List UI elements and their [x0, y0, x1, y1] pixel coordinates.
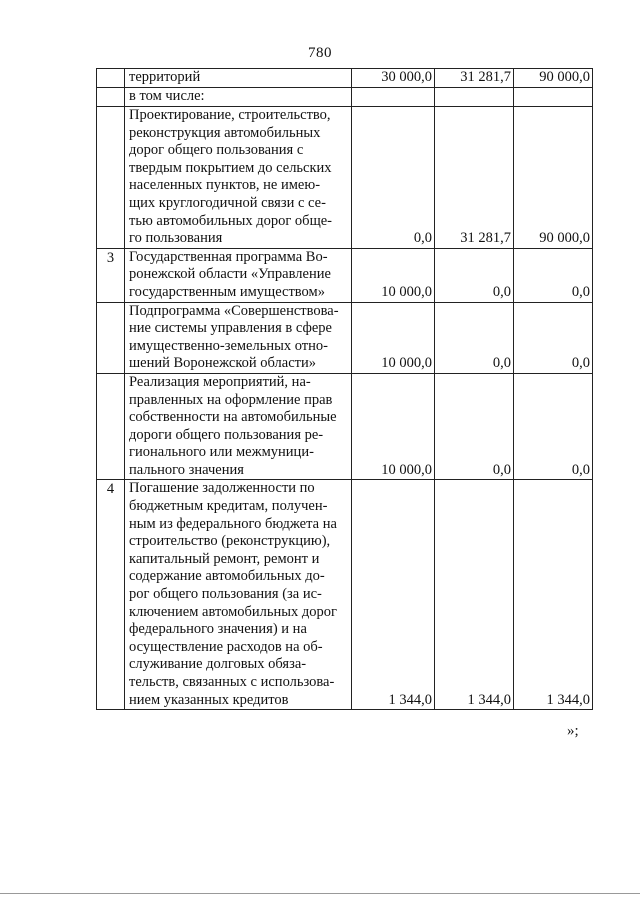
item-name-line: Подпрограмма «Совершенствова-	[129, 302, 339, 319]
item-name-cell	[125, 107, 352, 249]
amount-cell: 30 000,0	[352, 69, 435, 88]
amount-cell: 0,0	[435, 373, 514, 480]
amount-cell: 0,0	[435, 248, 514, 302]
item-name-line: ным из федерального бюджета на	[129, 515, 337, 532]
item-name-line: Реализация мероприятий, на-	[129, 373, 311, 390]
amount-cell: 31 281,7	[435, 69, 514, 88]
item-name-line: дорог общего пользования с	[129, 142, 304, 159]
item-name-line: реконструкция автомобильных	[129, 124, 321, 141]
amount-cell: 10 000,0	[352, 302, 435, 373]
table-row	[97, 248, 593, 302]
item-name-cell	[125, 88, 352, 107]
amount-cell	[352, 88, 435, 107]
item-name-line: тью автомобильных дорог обще-	[129, 212, 332, 229]
row-number-cell	[97, 373, 125, 480]
row-number-cell	[97, 69, 125, 88]
table-row	[97, 107, 593, 249]
item-name-line: дороги общего пользования ре-	[129, 426, 324, 443]
amount-cell: 10 000,0	[352, 373, 435, 480]
amount-cell	[514, 88, 593, 107]
row-number-cell: 3	[97, 248, 125, 302]
amount-cell: 1 344,0	[352, 480, 435, 710]
item-name-line: ние системы управления в сфере	[129, 320, 332, 337]
row-number-cell	[97, 88, 125, 107]
amount-cell: 31 281,7	[435, 107, 514, 249]
table-row	[97, 480, 593, 710]
item-name-line: ключением автомобильных дорог	[129, 603, 337, 620]
item-name-cell	[125, 480, 352, 710]
amount-cell	[435, 88, 514, 107]
item-name-line: тельств, связанных с использова-	[129, 674, 335, 690]
budget-table	[96, 68, 593, 710]
amount-cell: 90 000,0	[514, 107, 593, 249]
page-number: 780	[308, 45, 332, 61]
amount-cell: 0,0	[514, 302, 593, 373]
page-bottom-rule	[0, 893, 640, 894]
table-row	[97, 373, 593, 480]
amount-cell: 1 344,0	[435, 480, 514, 710]
item-name-line: собственности на автомобильные	[129, 409, 337, 426]
amount-cell: 90 000,0	[514, 69, 593, 88]
amount-cell: 0,0	[514, 248, 593, 302]
amount-cell: 0,0	[352, 107, 435, 249]
item-name-line: содержание автомобильных до-	[129, 568, 325, 585]
amount-cell: 1 344,0	[514, 480, 593, 710]
table-row	[97, 302, 593, 373]
closing-quote-mark: »;	[567, 723, 579, 739]
item-name-line: служивание долговых обяза-	[129, 656, 307, 673]
item-name-line: осуществление расходов на об-	[129, 638, 323, 655]
item-name-cell	[125, 69, 352, 88]
item-name-line: Проектирование, строительство,	[129, 107, 331, 123]
item-name-line: государственным имуществом»	[129, 283, 325, 300]
item-name-line: щих круглогодичной связи с се-	[129, 194, 326, 211]
item-name-line: в том числе:	[129, 88, 205, 105]
table-row	[97, 88, 593, 107]
budget-table-body	[97, 69, 593, 710]
amount-cell: 10 000,0	[352, 248, 435, 302]
amount-cell: 0,0	[435, 302, 514, 373]
item-name-line: имущественно-земельных отно-	[129, 337, 328, 354]
item-name-cell	[125, 373, 352, 480]
table-row	[97, 69, 593, 88]
row-number-cell	[97, 302, 125, 373]
item-name-cell	[125, 248, 352, 302]
item-name-line: населенных пунктов, не имею-	[129, 177, 321, 194]
item-name-line: капитальный ремонт, ремонт и	[129, 550, 320, 567]
item-name-line: пального значения	[129, 461, 244, 478]
item-name-line: нием указанных кредитов	[129, 691, 289, 708]
item-name-line: ронежской области «Управление	[129, 266, 331, 283]
item-name-line: го пользования	[129, 230, 223, 247]
item-name-line: шений Воронежской области»	[129, 355, 316, 372]
row-number-cell: 4	[97, 480, 125, 710]
item-name-line: федерального значения) и на	[129, 621, 307, 638]
item-name-line: твердым покрытием до сельских	[129, 159, 332, 176]
item-name-line: Государственная программа Во-	[129, 248, 328, 265]
amount-cell: 0,0	[514, 373, 593, 480]
item-name-line: территорий	[129, 69, 201, 86]
item-name-line: Погашение задолженности по	[129, 480, 315, 497]
item-name-line: строительство (реконструкцию),	[129, 533, 331, 550]
item-name-line: правленных на оформление прав	[129, 391, 333, 408]
item-name-cell	[125, 302, 352, 373]
item-name-line: рог общего пользования (за ис-	[129, 586, 322, 603]
item-name-line: гионального или межмуници-	[129, 444, 314, 461]
item-name-line: бюджетным кредитам, получен-	[129, 498, 328, 515]
row-number-cell	[97, 107, 125, 249]
